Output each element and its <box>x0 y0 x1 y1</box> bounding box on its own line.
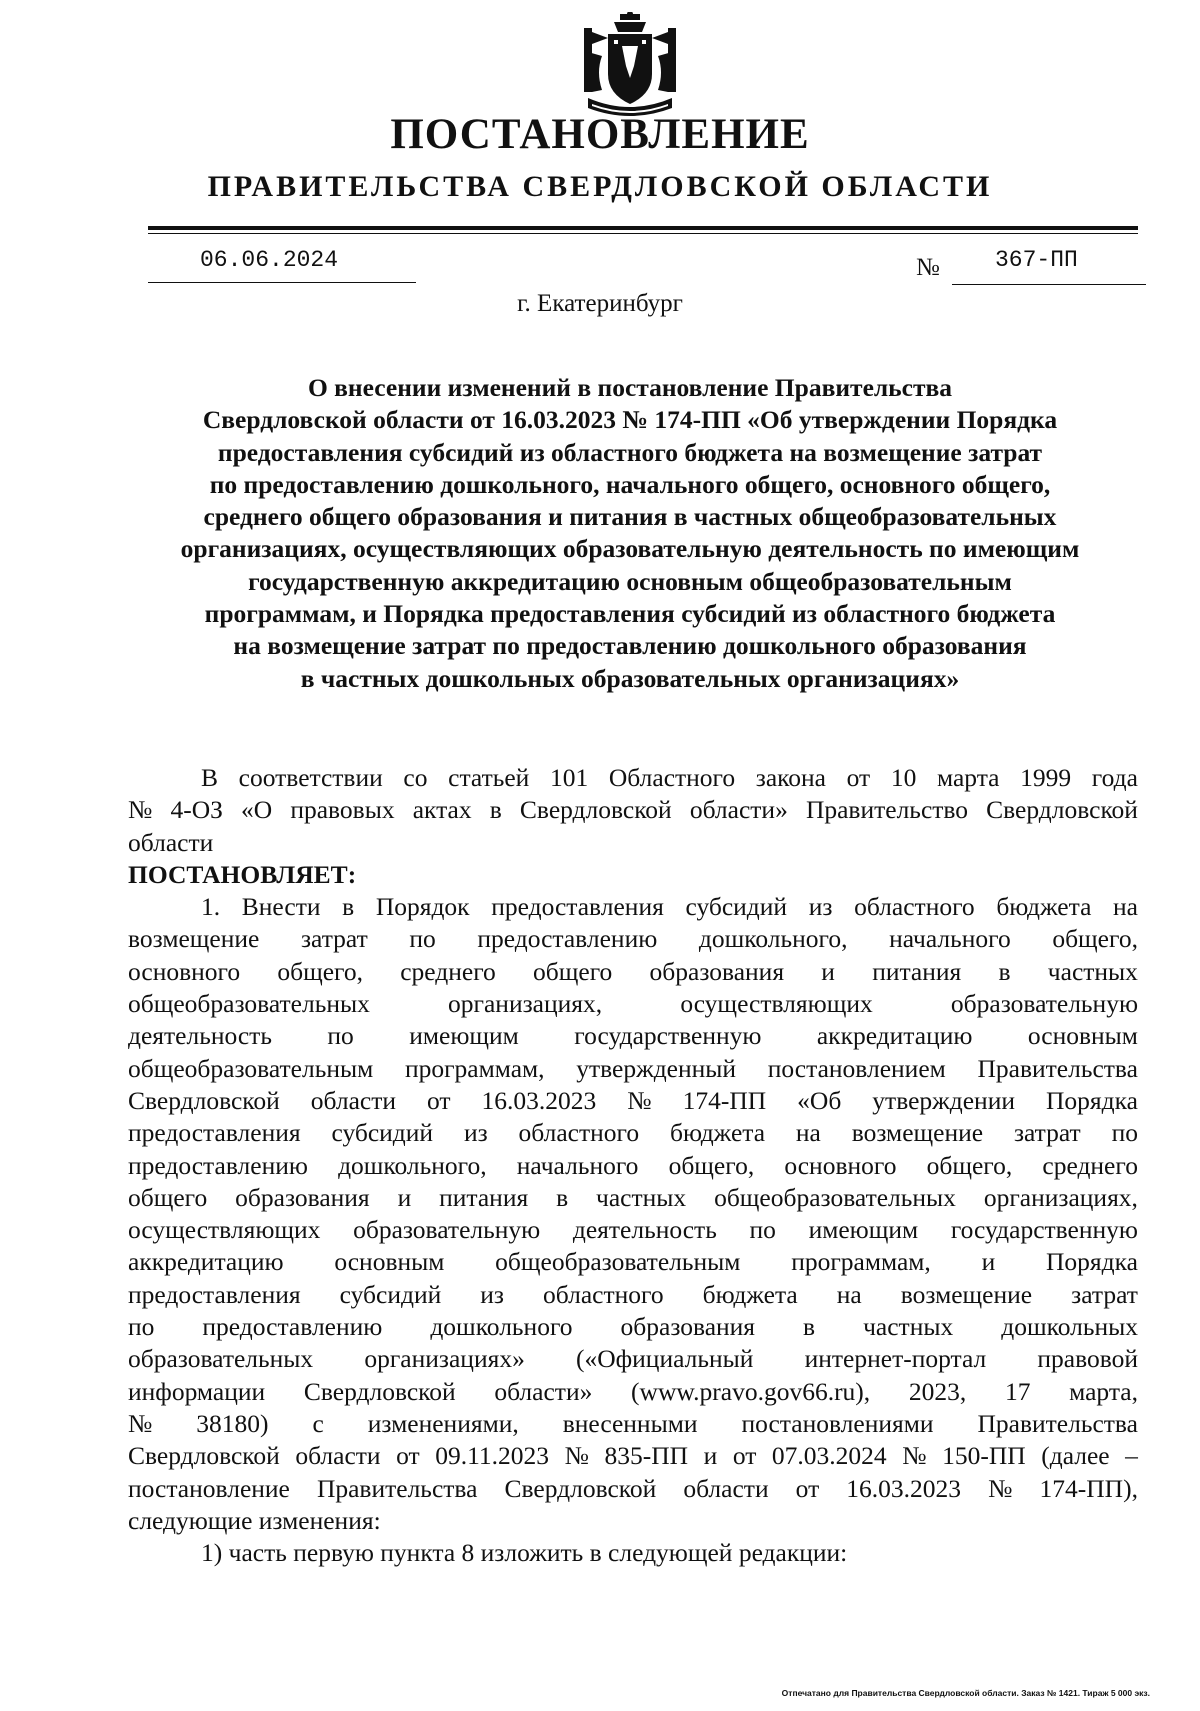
body-word: образовательную <box>353 1215 541 1245</box>
heading-line: предоставления субсидий из областного бюджета на возмещение затрат <box>217 437 1043 467</box>
body-word: областного <box>543 1279 664 1309</box>
body-line <box>128 1376 1138 1408</box>
body-word: от <box>795 1473 820 1503</box>
body-word: 17 <box>1004 1376 1031 1406</box>
body-word: 174-ПП <box>682 1085 767 1115</box>
body-word: 4-ОЗ <box>170 795 223 825</box>
body-word: и <box>981 1247 996 1277</box>
body-word: общеобразовательных <box>714 1182 956 1212</box>
body-word: аккредитацию <box>816 1021 973 1051</box>
body-word: программам, <box>404 1053 545 1083</box>
body-word: на <box>836 1279 862 1309</box>
body-word: 2023, <box>908 1376 967 1406</box>
body-word: изменениями, <box>367 1408 519 1438</box>
body-word: постановлением <box>767 1053 946 1083</box>
body-word: (www.pravo.gov66.ru), <box>631 1376 871 1406</box>
body-line <box>128 1408 1138 1440</box>
body-word: субсидий <box>685 892 788 922</box>
body-word: статьей <box>448 763 530 792</box>
body-word: с <box>312 1408 324 1438</box>
body-word: Свердловской <box>504 1473 657 1503</box>
body-word: затрат <box>300 924 368 954</box>
body-word: в <box>556 1182 569 1212</box>
body-word: постановлениями <box>741 1408 934 1438</box>
body-word: Свердловской <box>128 1085 280 1115</box>
body-word: от <box>427 1085 451 1115</box>
body-word: Правительства <box>316 1473 478 1503</box>
body-word: областного <box>518 1118 640 1148</box>
body-word: утверждении <box>872 1085 1015 1115</box>
body-line <box>128 1085 1138 1117</box>
body-word: образовательных <box>128 1344 314 1374</box>
body-line <box>128 988 1138 1020</box>
body-word: («Официальный <box>575 1344 754 1374</box>
body-word: по <box>409 924 436 954</box>
body-word: области» <box>689 795 788 825</box>
body-word: правовой <box>1037 1344 1138 1374</box>
body-word: затрат <box>1071 1279 1138 1309</box>
body-word: Свердловской <box>128 1441 280 1471</box>
body-word: 1. <box>201 892 221 922</box>
body-word: предоставлению <box>202 1312 383 1342</box>
document-heading <box>110 372 1150 695</box>
body-line <box>128 1440 1138 1472</box>
body-word: области <box>295 1441 381 1471</box>
body-word: Порядок <box>375 892 470 922</box>
body-word: по <box>749 1215 776 1245</box>
body-word: области <box>683 1473 769 1503</box>
body-word: общего, <box>926 1150 1013 1180</box>
body-word: от <box>396 1441 420 1471</box>
body-word: бюджета <box>996 892 1092 922</box>
body-word: основным <box>334 1247 445 1277</box>
number-sign: № <box>916 254 940 281</box>
body-word: начального <box>516 1150 639 1180</box>
body-word: образования <box>649 956 785 986</box>
body-word: возмещение <box>128 924 260 954</box>
body-word: бюджета <box>702 1279 798 1309</box>
body-word: № <box>902 1441 927 1471</box>
body-word: государственную <box>950 1215 1138 1245</box>
body-word: от <box>732 1441 757 1471</box>
body-word: затрат <box>1013 1118 1081 1148</box>
body-word: частных <box>596 1182 687 1212</box>
body-word: и <box>821 956 835 986</box>
body-word: по <box>327 1021 354 1051</box>
body-word: интернет-портал <box>804 1344 987 1374</box>
body-word: дошкольного <box>430 1312 573 1342</box>
body-word: 1999 <box>1020 763 1072 792</box>
body-word: Областного <box>608 763 736 792</box>
body-word: частных <box>1047 956 1138 986</box>
body-word: утвержденный <box>576 1053 737 1083</box>
body-word: дошкольного, <box>698 924 848 954</box>
body-word: организациях» <box>364 1344 525 1374</box>
body-word: бюджета <box>669 1118 766 1148</box>
body-line <box>128 1150 1138 1182</box>
body-word: общеобразовательным <box>128 1053 374 1083</box>
body-word: правовых <box>290 795 395 825</box>
body-word: общеобразовательных <box>128 989 370 1019</box>
body-word: основным <box>1027 1021 1138 1051</box>
body-word: 38180) <box>196 1408 269 1438</box>
body-word: Свердловской <box>986 795 1138 825</box>
body-word: закона <box>755 763 826 792</box>
coat-of-arms-emblem <box>578 12 682 124</box>
body-word: возмещение <box>900 1279 1033 1309</box>
body-word: № <box>128 1408 153 1438</box>
body-line: 1) часть первую пункта 8 изложить в следующей редакции: <box>201 1538 848 1568</box>
body-word: в <box>998 956 1011 986</box>
body-word: Правительства <box>977 1053 1138 1083</box>
body-word: возмещение <box>851 1118 984 1148</box>
body-word: Правительства <box>977 1408 1138 1438</box>
body-word: образовательную <box>950 989 1138 1019</box>
body-word: информации <box>128 1376 266 1406</box>
heading-line: О внесении изменений в постановление Правительства <box>307 373 953 402</box>
body-word: основного <box>784 1150 897 1180</box>
body-line <box>128 1343 1138 1375</box>
body-word: общего <box>533 956 613 986</box>
body-word: имеющим <box>409 1021 519 1051</box>
heading-line: в частных дошкольных образовательных организациях» <box>300 663 960 693</box>
body-word: организациях, <box>448 989 603 1019</box>
body-word: 101 <box>549 763 589 792</box>
body-word: деятельность <box>572 1215 717 1245</box>
body-line <box>128 923 1138 955</box>
body-word: областного <box>854 892 975 922</box>
body-word: осуществляющих <box>128 1215 321 1245</box>
body-word: на <box>1113 892 1138 922</box>
heading-line: на возмещение затрат по предоставлению дошкольного образования <box>233 631 1027 661</box>
body-word: предоставления <box>128 1279 301 1309</box>
body-word: организациях, <box>983 1182 1138 1212</box>
body-line <box>128 1473 1138 1505</box>
body-line: ПОСТАНОВЛЯЕТ: <box>128 859 357 889</box>
body-word: 07.03.2024 <box>771 1441 887 1471</box>
body-word: области <box>310 1085 397 1115</box>
body-line <box>128 1117 1138 1149</box>
body-word: внесенными <box>562 1408 698 1438</box>
document-title: ПОСТАНОВЛЕНИЕ <box>390 111 810 158</box>
body-line <box>128 762 1138 794</box>
document-number: 367-ПП <box>995 247 1078 273</box>
body-word: общего, <box>668 1150 755 1180</box>
body-word: предоставления <box>128 1118 301 1148</box>
body-word: 174-ПП), <box>1039 1473 1138 1503</box>
body-word: № <box>988 1473 1013 1503</box>
body-word: деятельность <box>128 1021 272 1051</box>
body-line <box>128 1311 1138 1343</box>
body-word: в <box>342 892 355 922</box>
body-word: питания <box>872 956 962 986</box>
body-word: на <box>795 1118 821 1148</box>
body-word: марта, <box>1069 1376 1138 1406</box>
number-underline <box>952 284 1146 285</box>
body-word: государственную <box>574 1021 762 1051</box>
body-word: образования <box>620 1312 756 1342</box>
body-line <box>128 956 1138 988</box>
document-date: 06.06.2024 <box>200 247 339 273</box>
body-line <box>128 1182 1138 1214</box>
heading-line: программам, и Порядка предоставления субсидий из областного бюджета <box>204 599 1056 629</box>
body-word: в <box>803 1312 816 1342</box>
body-word: актах <box>412 795 472 825</box>
body-word: и <box>703 1441 718 1471</box>
body-word: от <box>846 763 871 792</box>
body-word: из <box>480 1279 505 1309</box>
body-word: со <box>403 763 428 792</box>
body-word: общеобразовательным <box>495 1247 741 1277</box>
body-word: предоставлению <box>477 924 658 954</box>
body-word: программам, <box>791 1247 931 1277</box>
body-word: № <box>564 1441 589 1471</box>
body-word: «Об <box>797 1085 842 1115</box>
document-subtitle: ПРАВИТЕЛЬСТВА СВЕРДЛОВСКОЙ ОБЛАСТИ <box>207 170 993 203</box>
body-word: среднего <box>1042 1150 1138 1180</box>
document-city: г. Екатеринбург <box>517 290 683 317</box>
body-word: Порядка <box>1045 1085 1138 1115</box>
body-word: из <box>463 1118 488 1148</box>
body-word: 09.11.2023 <box>435 1441 550 1471</box>
body-word: В <box>201 763 219 792</box>
body-word: среднего <box>400 956 496 986</box>
body-word: № <box>627 1085 652 1115</box>
body-line <box>128 1053 1138 1085</box>
body-word: субсидий <box>331 1118 434 1148</box>
body-word: 150-ПП <box>942 1441 1026 1471</box>
body-line: следующие изменения: <box>128 1505 381 1535</box>
body-word: Правительство <box>805 795 969 825</box>
body-word: субсидий <box>339 1279 442 1309</box>
heading-line: государственную аккредитацию основным общеобразовательным <box>248 566 1012 596</box>
body-line <box>128 1020 1138 1052</box>
body-word: 16.03.2023 <box>846 1473 962 1503</box>
body-line <box>128 1279 1138 1311</box>
body-word: общего, <box>277 956 363 986</box>
body-word: соответствии <box>238 763 383 792</box>
header-rule-thin <box>148 233 1138 234</box>
body-word: по <box>1111 1118 1138 1148</box>
body-word: по <box>128 1312 155 1342</box>
body-word: питания <box>439 1182 529 1212</box>
body-word: образования <box>235 1182 370 1212</box>
body-word: предоставлению <box>128 1150 308 1180</box>
body-word: № <box>128 795 153 825</box>
print-footer: Отпечатано для Правительства Свердловской области. Заказ № 1421. Тираж 5 000 экз. <box>781 1688 1150 1698</box>
body-word: 10 <box>890 763 917 792</box>
body-word: Свердловской <box>303 1376 456 1406</box>
document-body <box>128 762 1138 1569</box>
body-word: общего, <box>1052 924 1138 954</box>
body-word: постановление <box>128 1473 290 1503</box>
body-word: (далее <box>1041 1441 1110 1471</box>
body-word: общего <box>128 1182 208 1212</box>
header-rule-thick <box>148 226 1138 230</box>
body-word: 835-ПП <box>604 1441 689 1471</box>
body-word: осуществляющих <box>680 989 873 1019</box>
body-word: области» <box>494 1376 593 1406</box>
heading-line: по предоставлению дошкольного, начального общего, основного общего, <box>209 469 1051 499</box>
body-word: Порядка <box>1045 1247 1138 1277</box>
body-word: года <box>1091 763 1138 792</box>
body-word: основного <box>128 956 241 986</box>
heading-line: среднего общего образования и питания в частных общеобразовательных <box>203 502 1057 532</box>
body-word: «О <box>241 795 273 825</box>
body-word: марта <box>937 763 1000 792</box>
date-underline <box>148 282 416 283</box>
body-word: из <box>808 892 833 922</box>
body-word: дошкольного, <box>338 1150 487 1180</box>
body-word: аккредитацию <box>128 1247 284 1277</box>
body-word: Внести <box>241 892 321 922</box>
body-word: имеющим <box>808 1215 919 1245</box>
body-word: и <box>397 1182 412 1212</box>
body-word: дошкольных <box>1001 1312 1138 1342</box>
heading-line: Свердловской области от 16.03.2023 № 174-ПП «Об утверждении Порядка <box>202 405 1058 435</box>
heading-line: организациях, осуществляющих образовательную деятельность по имеющим <box>180 534 1080 564</box>
body-line: области <box>128 827 214 857</box>
body-word: 16.03.2023 <box>481 1085 597 1115</box>
body-word: предоставления <box>491 892 664 922</box>
body-word: Свердловской <box>519 795 672 825</box>
body-word: – <box>1125 1441 1138 1471</box>
body-line <box>128 794 1138 826</box>
body-word: частных <box>863 1312 954 1342</box>
body-word: начального <box>889 924 1011 954</box>
body-line <box>128 891 1138 923</box>
body-line <box>128 1214 1138 1246</box>
body-word: в <box>489 795 502 825</box>
body-line <box>128 1246 1138 1278</box>
